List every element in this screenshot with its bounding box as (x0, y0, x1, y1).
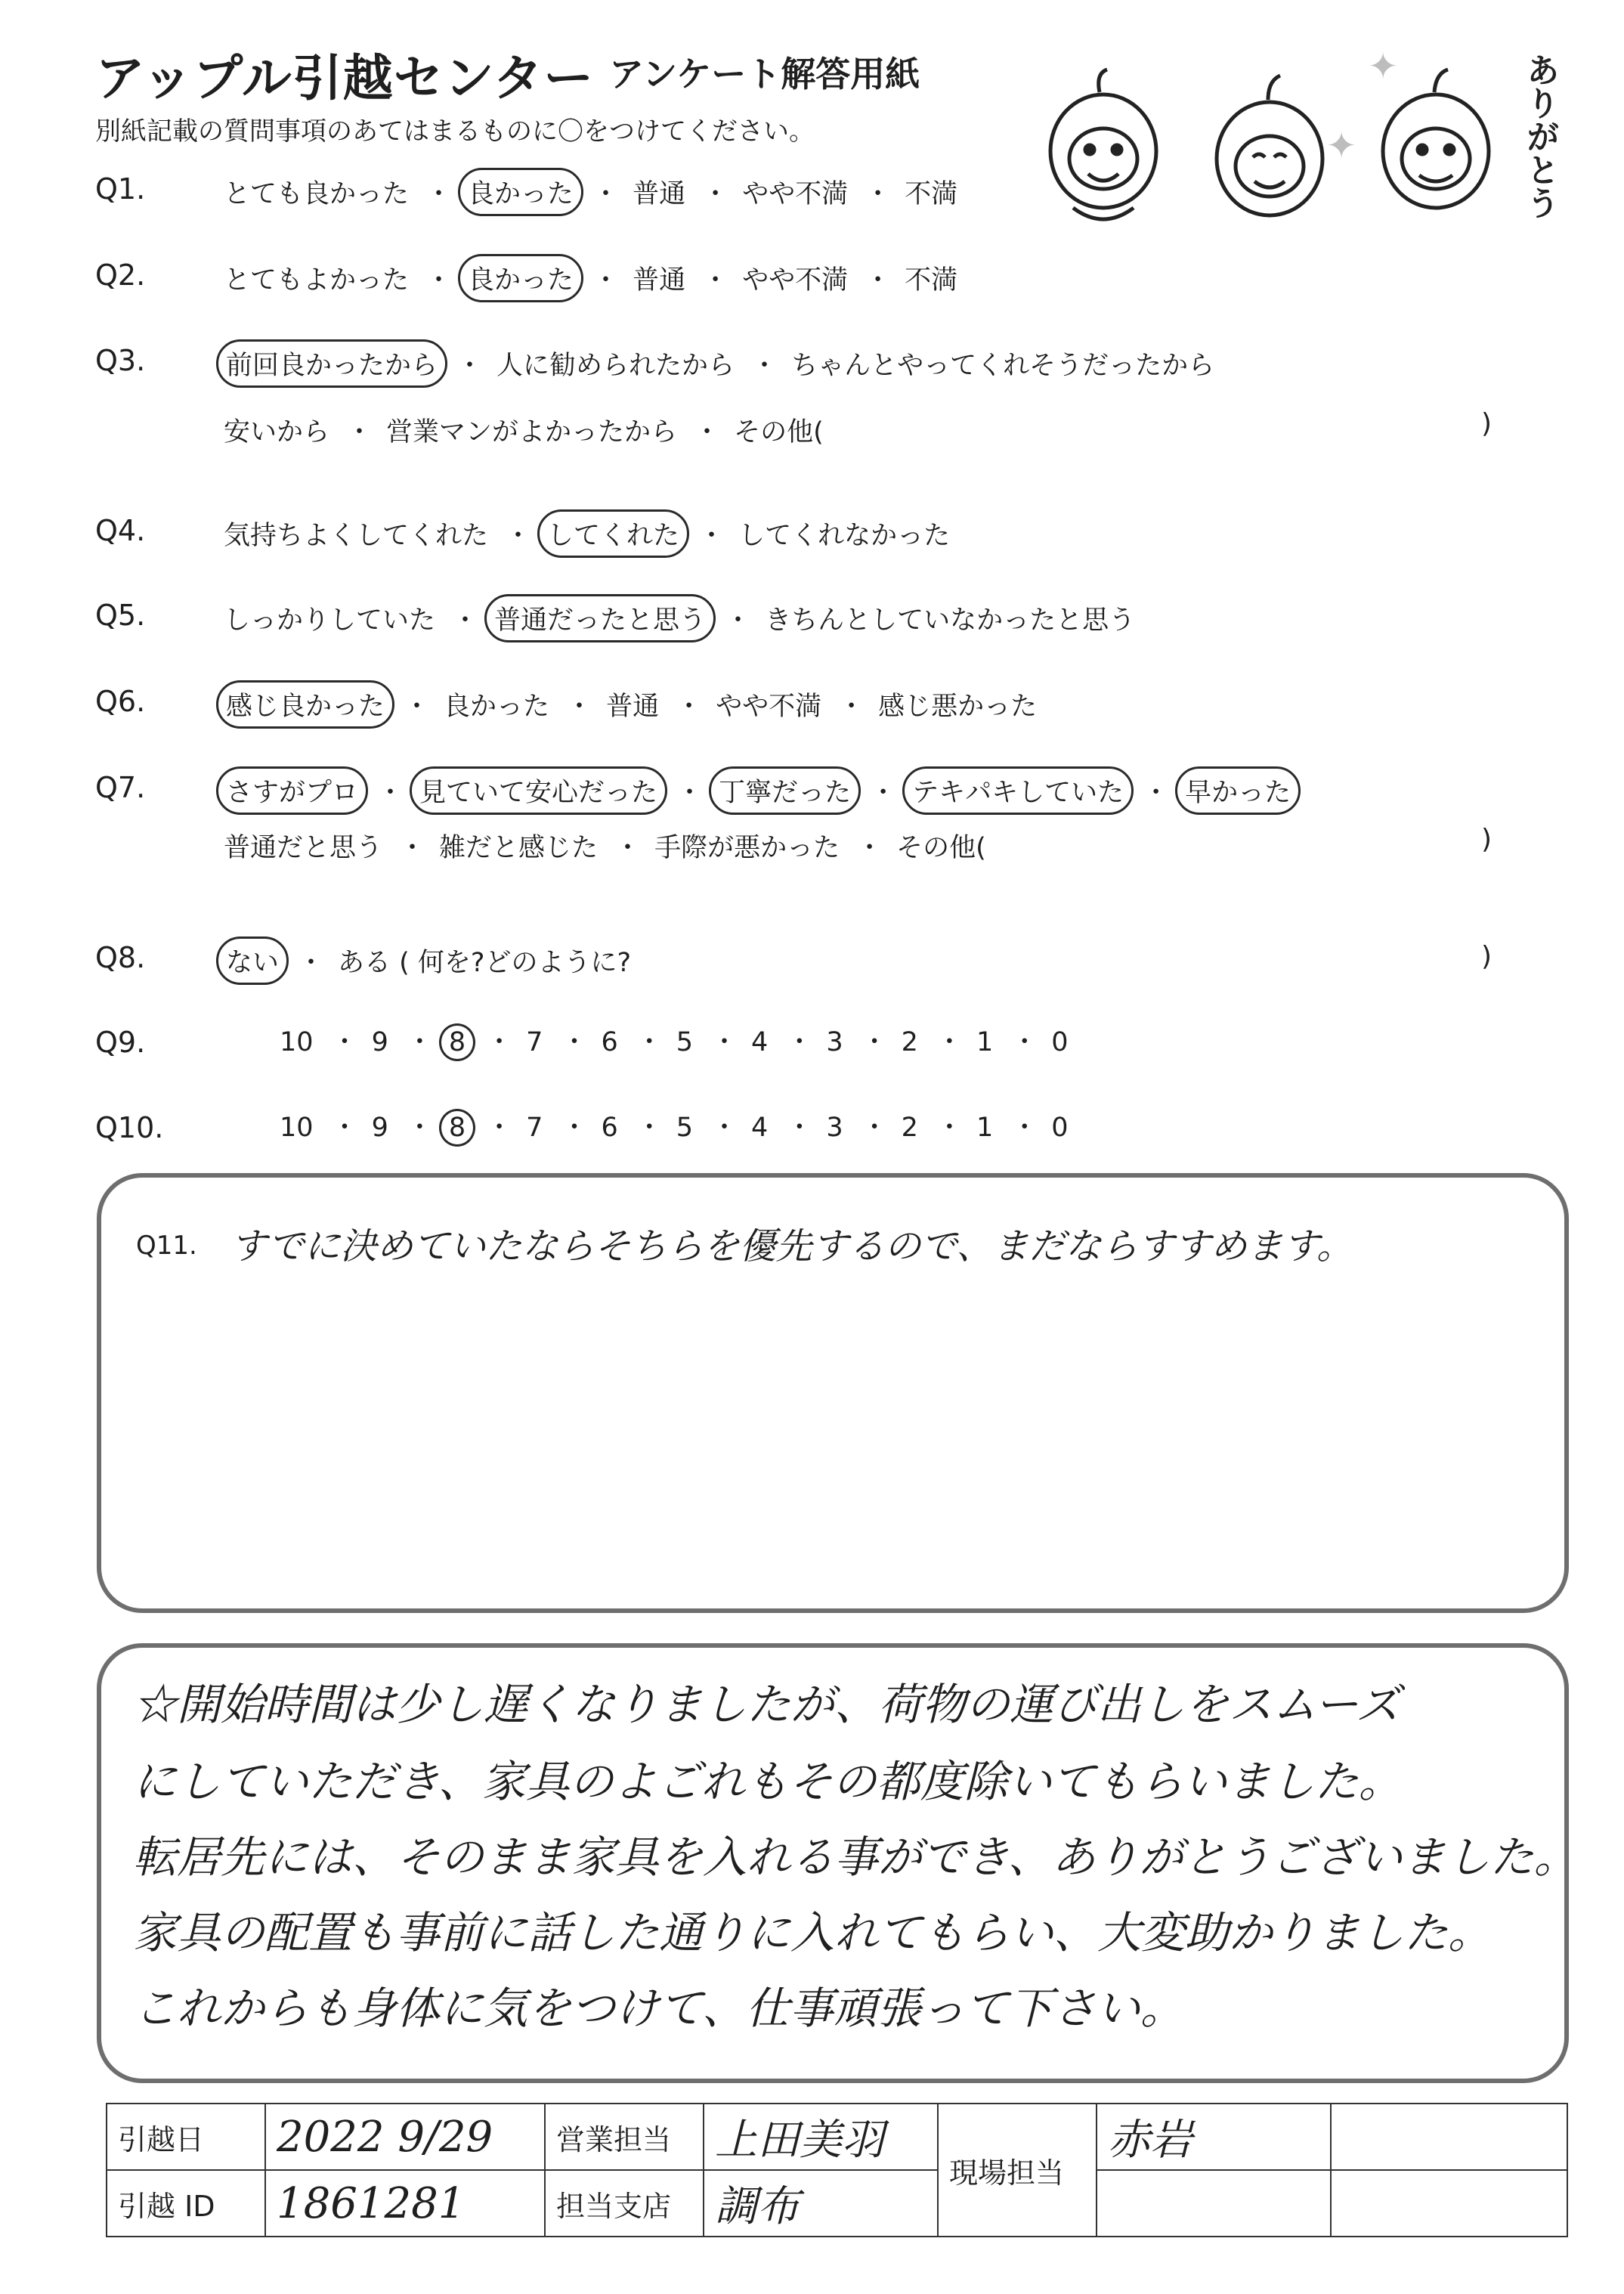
question-label: Q3. (95, 344, 146, 377)
option-separator: ・ (561, 1113, 588, 1143)
option[interactable]: 5 (676, 1113, 694, 1143)
form-title: アップル引越センター (95, 49, 595, 107)
option-separator: ・ (1011, 1027, 1038, 1057)
option-selected[interactable]: 良かった (458, 254, 583, 302)
option[interactable]: 4 (751, 1027, 769, 1057)
question-options (216, 936, 642, 985)
question-label: Q10. (95, 1111, 164, 1144)
question-options (272, 1107, 1081, 1147)
option-separator: ・ (838, 692, 865, 722)
close-paren: ) (1481, 408, 1493, 439)
sparkle-icon: ✦ (1368, 45, 1399, 88)
option-separator: ・ (676, 778, 704, 808)
option-separator: ・ (561, 1027, 588, 1057)
option-separator: ・ (377, 778, 404, 808)
option-selected[interactable]: 感じ良かった (216, 680, 394, 729)
option[interactable]: 2 (901, 1113, 918, 1143)
option[interactable]: 9 (371, 1113, 388, 1143)
option[interactable]: 0 (1051, 1113, 1069, 1143)
option-separator: ・ (861, 1027, 888, 1057)
option[interactable]: 10 (280, 1113, 314, 1143)
option-separator: ・ (786, 1113, 813, 1143)
question-options (216, 254, 968, 302)
option[interactable]: 7 (526, 1027, 543, 1057)
option-separator: ・ (1143, 778, 1170, 808)
sparkle-icon: ✦ (1326, 125, 1357, 167)
option-separator: ・ (592, 179, 620, 209)
option-separator: ・ (676, 692, 703, 722)
mascot-illustration (1028, 45, 1557, 242)
option[interactable]: 4 (751, 1113, 769, 1143)
option-separator: ・ (566, 692, 593, 722)
option[interactable]: 普通 (633, 179, 686, 209)
form-subtitle: アンケート解答用紙 (609, 54, 920, 94)
option[interactable]: 5 (676, 1027, 694, 1057)
option[interactable]: 普通 (633, 265, 686, 296)
option-selected[interactable]: してくれた (537, 509, 689, 558)
option-separator: ・ (856, 833, 883, 863)
option-selected[interactable]: 早かった (1175, 766, 1301, 815)
option-separator: ・ (456, 351, 484, 381)
option[interactable]: 6 (601, 1113, 618, 1143)
option-separator: ・ (614, 833, 642, 863)
option-separator: ・ (505, 521, 532, 551)
question-label: Q1. (95, 172, 146, 206)
option-separator: ・ (406, 1027, 433, 1057)
q11-answer-text: すでに決めていたならそちらを優先するので、まだならすすめます。 (230, 1225, 1353, 1268)
question-label: Q4. (95, 514, 146, 547)
option-separator: ・ (936, 1113, 963, 1143)
option[interactable]: とても良かった (224, 179, 410, 209)
option-selected[interactable]: 前回良かったから (216, 339, 447, 388)
move-date-value: 2022 9/29 (265, 2104, 545, 2170)
option[interactable]: 人に勧められたから (496, 351, 735, 381)
q11-label: Q11. (136, 1231, 197, 1261)
option-separator: ・ (725, 605, 752, 636)
option[interactable]: 手際が悪かった (654, 833, 840, 863)
empty-cell (1097, 2170, 1331, 2237)
option-separator: ・ (861, 1113, 888, 1143)
option[interactable]: 安いから (224, 417, 330, 447)
option[interactable]: 9 (371, 1027, 388, 1057)
option-separator: ・ (751, 351, 778, 381)
option[interactable]: やや不満 (742, 265, 849, 296)
question-options (216, 509, 960, 558)
option[interactable]: 不満 (905, 265, 958, 296)
option-separator: ・ (865, 179, 892, 209)
option-selected[interactable]: ない (216, 936, 289, 985)
site-label: 現場担当 (938, 2104, 1097, 2237)
option[interactable]: 7 (526, 1113, 543, 1143)
option[interactable]: 3 (826, 1027, 843, 1057)
option[interactable]: やや不満 (742, 179, 849, 209)
option-separator: ・ (698, 521, 725, 551)
option-separator: ・ (346, 417, 373, 447)
option-separator: ・ (486, 1027, 513, 1057)
move-info-table (106, 2103, 1568, 2237)
option[interactable]: してくれなかった (738, 521, 951, 551)
question-label: Q5. (95, 599, 146, 632)
option-separator: ・ (452, 605, 479, 636)
option[interactable]: やや不満 (716, 692, 822, 722)
option-separator: ・ (936, 1027, 963, 1057)
close-paren: ) (1481, 824, 1493, 855)
question-label: Q7. (95, 771, 146, 804)
option-separator: ・ (786, 1027, 813, 1057)
option[interactable]: 良かった (444, 692, 550, 722)
comment-line: にしていただき、家具のよごれもその都度除いてもらいました。 (133, 1756, 1403, 1807)
option-selected[interactable]: 8 (439, 1023, 475, 1061)
question-label: Q9. (95, 1026, 146, 1059)
option-separator: ・ (425, 265, 453, 296)
move-date-label: 引越日 (107, 2104, 265, 2170)
option[interactable]: その他( (896, 833, 986, 863)
question-label: Q6. (95, 685, 146, 718)
site-value: 赤岩 (1097, 2104, 1331, 2170)
option[interactable]: 6 (601, 1027, 618, 1057)
question-options-line2 (216, 408, 834, 452)
option[interactable]: 2 (901, 1027, 918, 1057)
option[interactable]: 0 (1051, 1027, 1069, 1057)
option-separator: ・ (636, 1027, 663, 1057)
option-separator: ・ (486, 1113, 513, 1143)
option-separator: ・ (425, 179, 453, 209)
option-selected[interactable]: 普通だったと思う (484, 594, 716, 642)
option-separator: ・ (331, 1113, 358, 1143)
question-options (216, 680, 1047, 729)
option-selected[interactable]: 見ていて安心だった (410, 766, 667, 815)
option[interactable]: 10 (280, 1027, 314, 1057)
question-options (216, 594, 1146, 642)
empty-cell (1331, 2104, 1567, 2170)
comment-line: これからも身体に気をつけて、仕事頑張って下さい。 (133, 1983, 1184, 2034)
question-options-line2 (216, 824, 997, 868)
option[interactable]: しっかりしていた (224, 605, 436, 636)
sales-value: 上田美羽 (704, 2104, 938, 2170)
option-separator: ・ (636, 1113, 663, 1143)
comment-line: ☆開始時間は少し遅くなりましたが、荷物の運び出しをスムーズ (133, 1679, 1400, 1730)
option-selected[interactable]: テキパキしていた (902, 766, 1134, 815)
option[interactable]: 雑だと感じた (439, 833, 599, 863)
option-selected[interactable]: さすがプロ (216, 766, 368, 815)
option-separator: ・ (404, 692, 431, 722)
option[interactable]: ちゃんとやってくれそうだったから (791, 351, 1215, 381)
question-options (216, 766, 1304, 815)
option-separator: ・ (331, 1027, 358, 1057)
option[interactable]: 気持ちよくしてくれた (224, 521, 489, 551)
sales-label: 営業担当 (545, 2104, 704, 2170)
option[interactable]: その他( (734, 417, 824, 447)
option[interactable]: 不満 (905, 179, 958, 209)
option[interactable]: 感じ悪かった (878, 692, 1038, 722)
option-separator: ・ (711, 1027, 738, 1057)
branch-label: 担当支店 (545, 2170, 704, 2237)
mascot-caption: ありがとう (1520, 53, 1559, 219)
option-separator: ・ (711, 1113, 738, 1143)
move-id-value: 1861281 (265, 2170, 545, 2237)
option[interactable]: とてもよかった (224, 265, 410, 296)
option-separator: ・ (298, 948, 325, 978)
option-separator: ・ (406, 1113, 433, 1143)
form-instruction: 別紙記載の質問事項のあてはまるものに〇をつけてください。 (95, 116, 815, 147)
branch-value: 調布 (704, 2170, 938, 2237)
option[interactable]: 1 (976, 1113, 994, 1143)
option-separator: ・ (870, 778, 897, 808)
option-separator: ・ (1011, 1113, 1038, 1143)
option-separator: ・ (592, 265, 620, 296)
comment-line: 家具の配置も事前に話した通りに入れてもらい、大変助かりました。 (133, 1907, 1493, 1958)
option[interactable]: きちんとしていなかったと思う (765, 605, 1136, 636)
close-paren: ) (1481, 941, 1493, 972)
option-separator: ・ (694, 417, 721, 447)
option[interactable]: 営業マンがよかったから (386, 417, 678, 447)
option[interactable]: ある ( 何を?どのように? (338, 948, 632, 978)
option[interactable]: 普通だと思う (224, 833, 383, 863)
option[interactable]: 3 (826, 1113, 843, 1143)
comment-line: 転居先には、そのまま家具を入れる事ができ、ありがとうございました。 (133, 1831, 1578, 1883)
option-separator: ・ (865, 265, 892, 296)
question-options (216, 339, 1225, 388)
question-options (272, 1021, 1081, 1061)
option-selected[interactable]: 8 (439, 1109, 475, 1147)
option[interactable]: 1 (976, 1027, 994, 1057)
empty-cell (1331, 2170, 1567, 2237)
question-label: Q8. (95, 941, 146, 974)
move-id-label: 引越 ID (107, 2170, 265, 2237)
option-selected[interactable]: 良かった (458, 168, 583, 216)
question-label: Q2. (95, 259, 146, 292)
option-selected[interactable]: 丁寧だった (709, 766, 861, 815)
option[interactable]: 普通 (606, 692, 660, 722)
option-separator: ・ (702, 179, 729, 209)
option-separator: ・ (399, 833, 426, 863)
option-separator: ・ (702, 265, 729, 296)
question-options (216, 168, 968, 216)
